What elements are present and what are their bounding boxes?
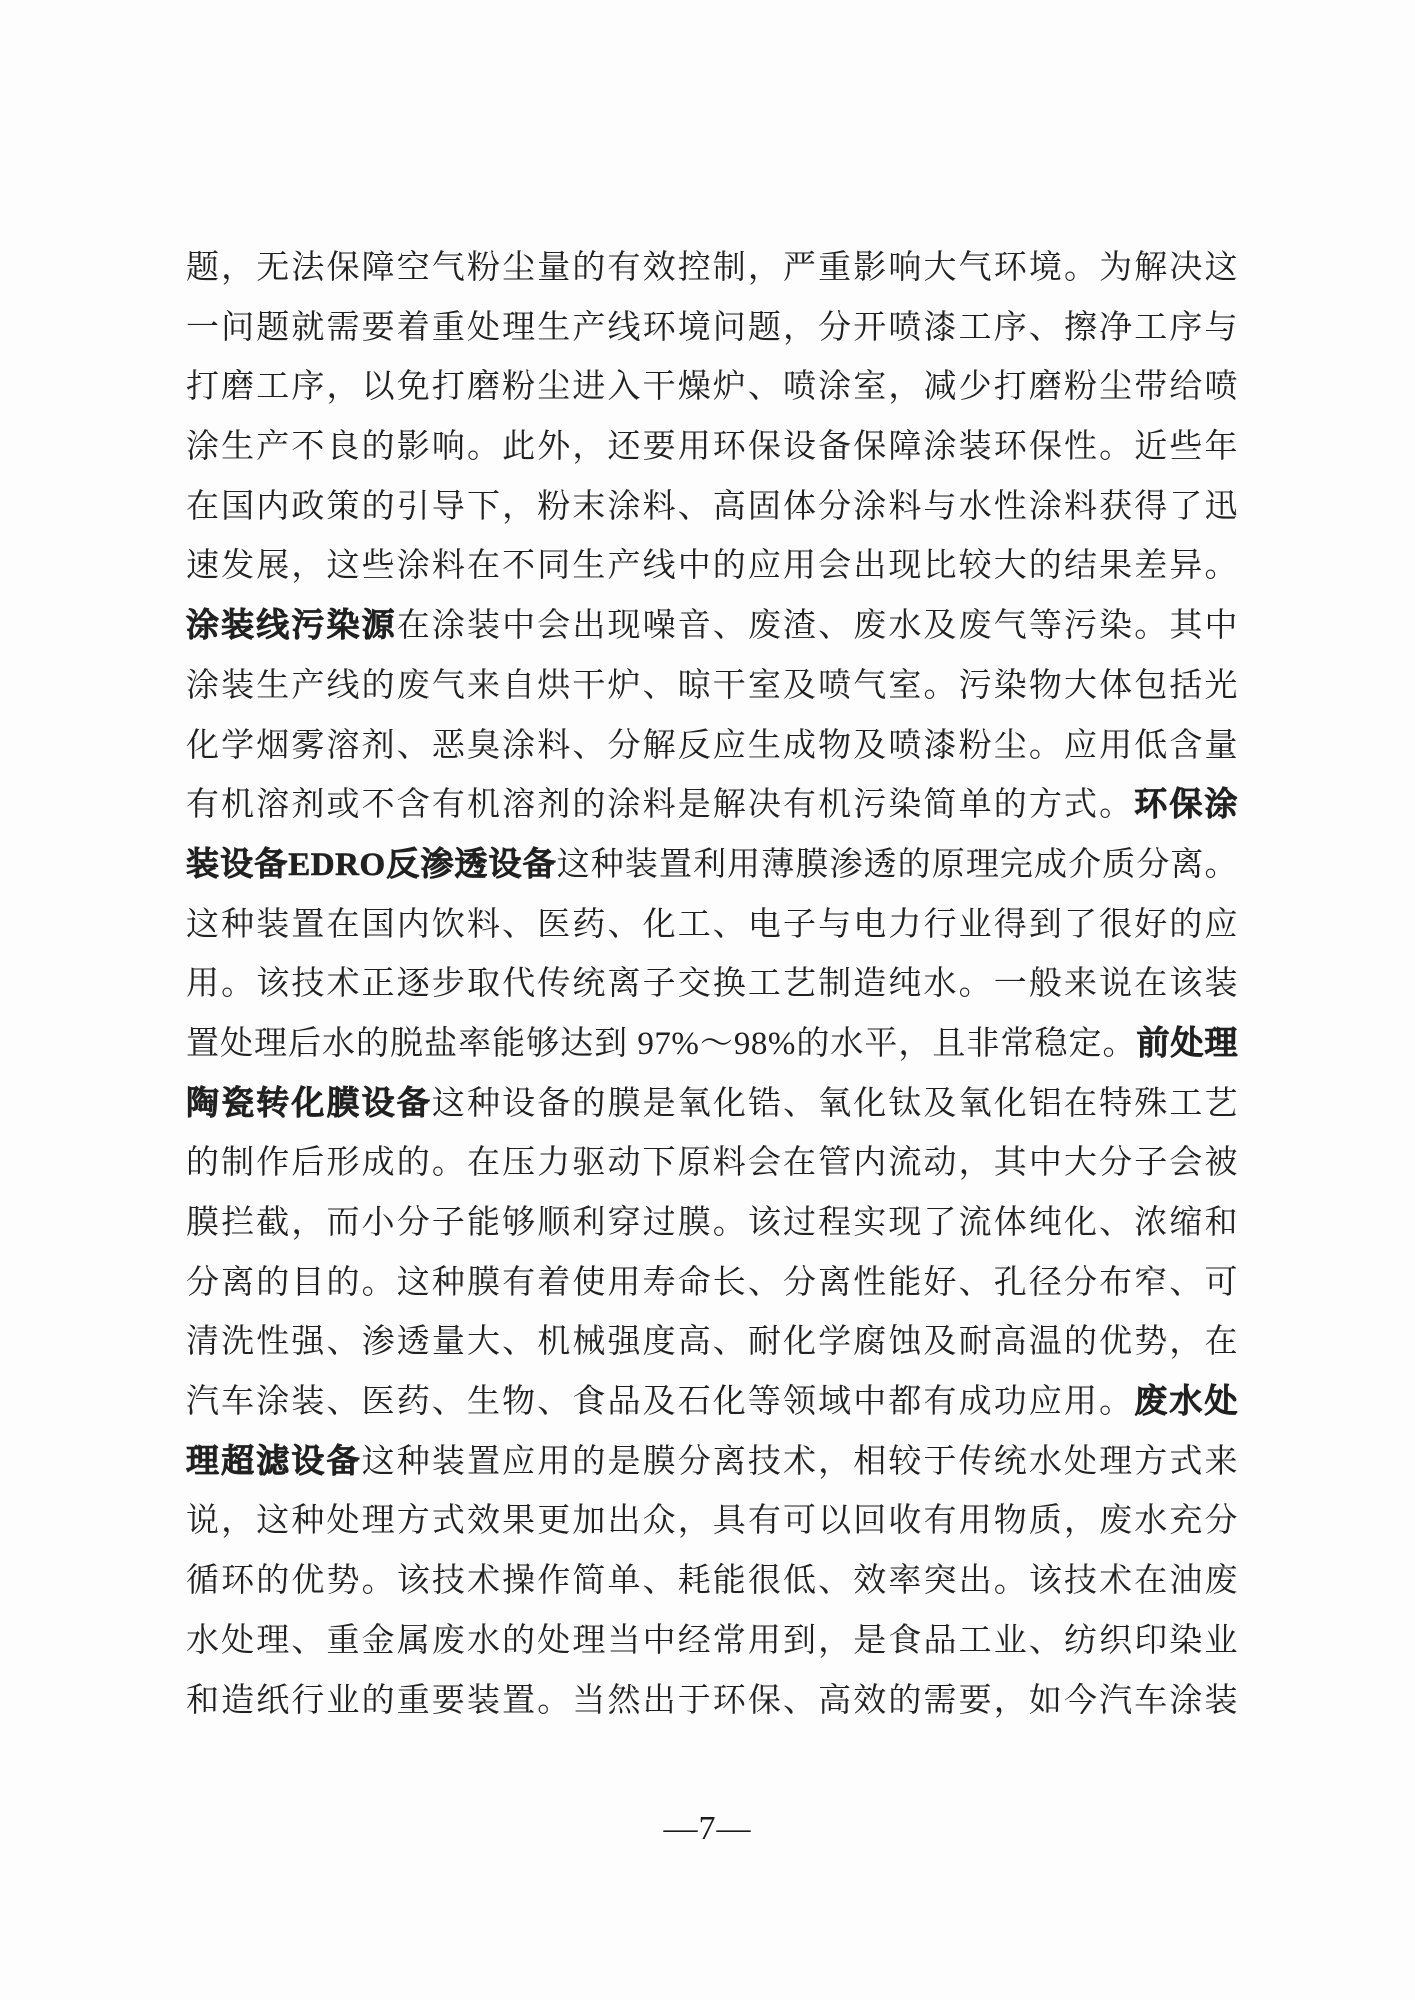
text-line [186,1672,1238,1732]
text-line [186,896,1238,956]
body-run: 清洗性强、渗透量大、机械强度高、耐化学腐蚀及耐高温的优势，在 [186,1324,1238,1361]
inline-heading-run: 陶瓷转化膜设备 [186,1085,432,1122]
page-number: —7— [663,1810,752,1847]
inline-heading-run: 理超滤设备 [186,1443,362,1480]
body-run: 这种装置应用的是膜分离技术，相较于传统水处理方式来 [361,1443,1239,1480]
inline-heading-run: 涂装线污染源 [186,608,397,645]
inline-heading-run: 前处理 [1136,1025,1239,1062]
inline-heading-run: 环保涂 [1134,787,1239,824]
body-run: 循环的优势。该技术操作简单、耗能很低、效率突出。该技术在油废 [186,1563,1238,1600]
text-line [186,418,1238,478]
body-run: 速发展，这些涂料在不同生产线中的应用会出现比较大的结果差异。 [186,548,1238,585]
text-line [186,537,1238,597]
body-run: 用。该技术正逐步取代传统离子交换工艺制造纯水。一般来说在该装 [186,966,1238,1003]
body-run: 置处理后水的脱盐率能够达到 97%～98%的水平，且非常稳定。 [186,1025,1137,1062]
text-line [186,776,1238,836]
text-line [186,1492,1238,1552]
text-line [186,1075,1238,1135]
body-run: 这种装置利用薄膜渗透的原理完成介质分离。 [556,846,1239,883]
body-run: 分离的目的。这种膜有着使用寿命长、分离性能好、孔径分布窄、可 [186,1264,1238,1301]
text-line [186,597,1238,657]
text-line [186,1313,1238,1373]
text-line [186,1015,1238,1075]
text-line [186,358,1238,418]
body-run: 汽车涂装、医药、生物、食品及石化等领域中都有成功应用。 [186,1384,1135,1421]
body-run: 这种装置在国内饮料、医药、化工、电子与电力行业得到了很好的应 [186,906,1238,943]
text-line [186,1373,1238,1433]
body-run: 说，这种处理方式效果更加出众，具有可以回收有用物质，废水充分 [186,1503,1238,1540]
inline-heading-run: 废水处 [1134,1384,1239,1421]
text-line [186,1254,1238,1314]
body-run: 水处理、重金属废水的处理当中经常用到，是食品工业、纺织印染业 [186,1622,1238,1659]
text-line [186,1552,1238,1612]
text-line [186,239,1238,299]
body-text-block [186,239,1238,1731]
body-run: 一问题就需要着重处理生产线环境问题，分开喷漆工序、擦净工序与 [186,309,1238,346]
body-run: 有机溶剂或不含有机溶剂的涂料是解决有机污染简单的方式。 [186,787,1135,824]
inline-heading-run: 装设备EDRO反渗透设备 [186,846,557,883]
body-run: 这种设备的膜是氧化锆、氧化钛及氧化铝在特殊工艺 [431,1085,1239,1122]
text-line [186,299,1238,359]
body-run: 打磨工序，以免打磨粉尘进入干燥炉、喷涂室，减少打磨粉尘带给喷 [186,369,1238,406]
body-run: 的制作后形成的。在压力驱动下原料会在管内流动，其中大分子会被 [186,1145,1238,1182]
body-run: 和造纸行业的重要装置。当然出于环保、高效的需要，如今汽车涂装 [186,1682,1238,1719]
body-run: 题，无法保障空气粉尘量的有效控制，严重影响大气环境。为解决这 [186,250,1238,286]
body-run: 在涂装中会出现噪音、废渣、废水及废气等污染。其中 [396,608,1239,645]
text-line [186,657,1238,717]
body-run: 涂装生产线的废气来自烘干炉、晾干室及喷气室。污染物大体包括光 [186,667,1238,704]
body-run: 涂生产不良的影响。此外，还要用环保设备保障涂装环保性。近些年 [186,429,1238,466]
text-line [186,1433,1238,1493]
body-run: 在国内政策的引导下，粉末涂料、高固体分涂料与水性涂料获得了迅 [186,488,1238,525]
text-line [186,717,1238,777]
body-run: 化学烟雾溶剂、恶臭涂料、分解反应生成物及喷漆粉尘。应用低含量 [186,727,1238,764]
text-line [186,836,1238,896]
text-line [186,1194,1238,1254]
text-line [186,1612,1238,1672]
body-run: 膜拦截，而小分子能够顺利穿过膜。该过程实现了流体纯化、浓缩和 [186,1205,1238,1241]
text-line [186,1134,1238,1194]
text-line [186,478,1238,538]
text-line [186,955,1238,1015]
